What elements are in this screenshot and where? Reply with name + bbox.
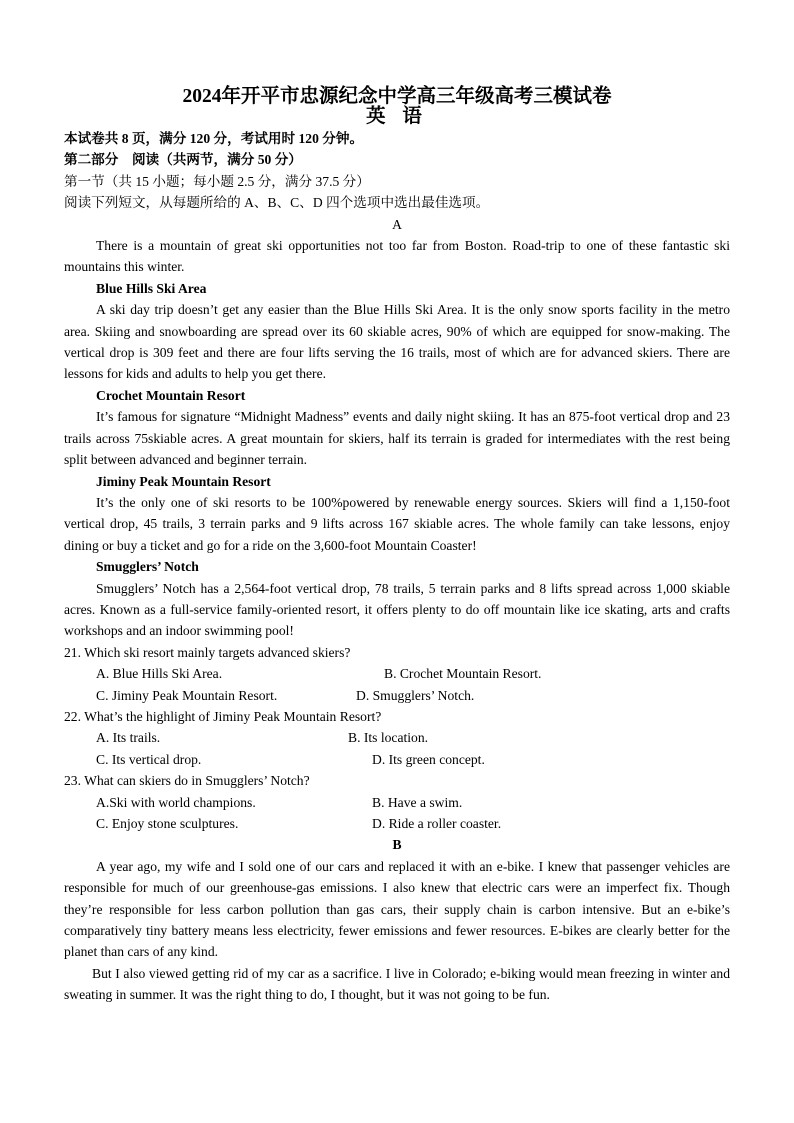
passage-b-paragraph: A year ago, my wife and I sold one of our cars and replaced it with an e-bike. I knew that passenger vehicles are responsible for much of our greenhouse-gas emissions. I also knew that electric cars were an imperfect fix. Though they’re responsible for less carbon pollution than gas cars, their supply chain is carbon intensive. But an e-bike’s comparatively tiny battery means less electricity, fewer emissions and fewer resources. E-bikes are clearly better for the planet than cars of any kind. — [64, 858, 730, 960]
resort-name: Blue Hills Ski Area — [96, 280, 207, 296]
option-row — [64, 749, 730, 770]
passage-a-intro: There is a mountain of great ski opportunities not too far from Boston. Road-trip to one of these fantastic ski mountains this winter. — [64, 238, 730, 275]
instruction: 阅读下列短文，从每题所给的 A、B、C、D 四个选项中选出最佳选项。 — [64, 195, 490, 211]
option-b: B. Have a swim. — [372, 794, 463, 810]
section-heading: 第一节（共 15 小题；每小题 2.5 分，满分 37.5 分） — [64, 173, 370, 189]
passage-b-label: B — [392, 837, 402, 853]
exam-info: 本试卷共 8 页，满分 120 分，考试用时 120 分钟。 — [64, 131, 364, 146]
resort-description: A ski day trip doesn’t get any easier than the Blue Hills Ski Area. It is the only snow sports facility in the metro area. Skiing and snowboarding are spread over its 60 skiable acres, 90% of which are equipped for snow-making. The vertical drop is 309 feet and there are four lifts serving the 16 trails, most of which are for advanced skiers. There are lessons for kids and adults to help you get there. — [64, 302, 730, 382]
option-b: B. Crochet Mountain Resort. — [384, 666, 542, 682]
question-stem: 23. What can skiers do in Smugglers’ Notch? — [64, 773, 310, 789]
exam-content — [64, 128, 730, 1006]
option-c: C. Its vertical drop. — [96, 751, 202, 767]
option-row — [64, 813, 730, 834]
exam-title: 2024年开平市忠源纪念中学高三年级高考三模试卷 — [182, 86, 612, 107]
question-stem: 21. Which ski resort mainly targets advanced skiers? — [64, 644, 351, 660]
option-a: A.Ski with world champions. — [96, 794, 256, 810]
option-row — [64, 663, 730, 684]
option-d: D. Smugglers’ Notch. — [356, 687, 475, 703]
option-a: A. Its trails. — [96, 730, 161, 746]
resort-description: It’s famous for signature “Midnight Madness” events and daily night skiing. It has an 875-foot vertical drop and 23 trails across 75skiable acres. A great mountain for skiers, half its terrain is graded for intermediates with the rest being split between advanced and beginner terrain. — [64, 409, 730, 468]
option-row — [64, 685, 730, 706]
option-c: C. Enjoy stone sculptures. — [96, 816, 239, 831]
resort-name: Crochet Mountain Resort — [96, 387, 246, 403]
resort-name: Jiminy Peak Mountain Resort — [96, 473, 271, 489]
resort-description: Smugglers’ Notch has a 2,564-foot vertical drop, 78 trails, 5 terrain parks and 8 lifts spread across 1,000 skiable acres. Known as a full-service family-oriented resort, it offers plenty to do off mountain like ice skating, arts and crafts workshops and an indoor swimming pool! — [64, 580, 730, 639]
passage-b-paragraph: But I also viewed getting rid of my car as a sacrifice. I live in Colorado; e-biking would mean freezing in winter and sweating in summer. It was the right thing to do, I thought, but it was not going to be fun. — [64, 965, 730, 1003]
subject-title: 英 语 — [366, 106, 428, 127]
option-d: D. Ride a roller coaster. — [372, 816, 502, 831]
option-c: C. Jiminy Peak Mountain Resort. — [96, 687, 278, 703]
passage-a-label: A — [392, 216, 402, 232]
resort-name: Smugglers’ Notch — [96, 559, 199, 575]
option-row — [64, 792, 730, 813]
option-a: A. Blue Hills Ski Area. — [96, 666, 223, 682]
option-b: B. Its location. — [348, 730, 429, 746]
option-row — [64, 727, 730, 748]
question-stem: 22. What’s the highlight of Jiminy Peak Mountain Resort? — [64, 708, 382, 724]
resort-description: It’s the only one of ski resorts to be 100%powered by renewable energy sources. Skiers will find a 1,150-foot vertical drop, 45 trails, 3 terrain parks and 9 lifts across 167 skiable acres. The whole family can take lessons, enjoy dining or buy a ticket and go for a ride on the 3,600-foot Mountain Coaster! — [64, 494, 730, 553]
option-d: D. Its green concept. — [372, 751, 485, 767]
part-heading: 第二部分 阅读（共两节，满分 50 分） — [64, 152, 302, 168]
